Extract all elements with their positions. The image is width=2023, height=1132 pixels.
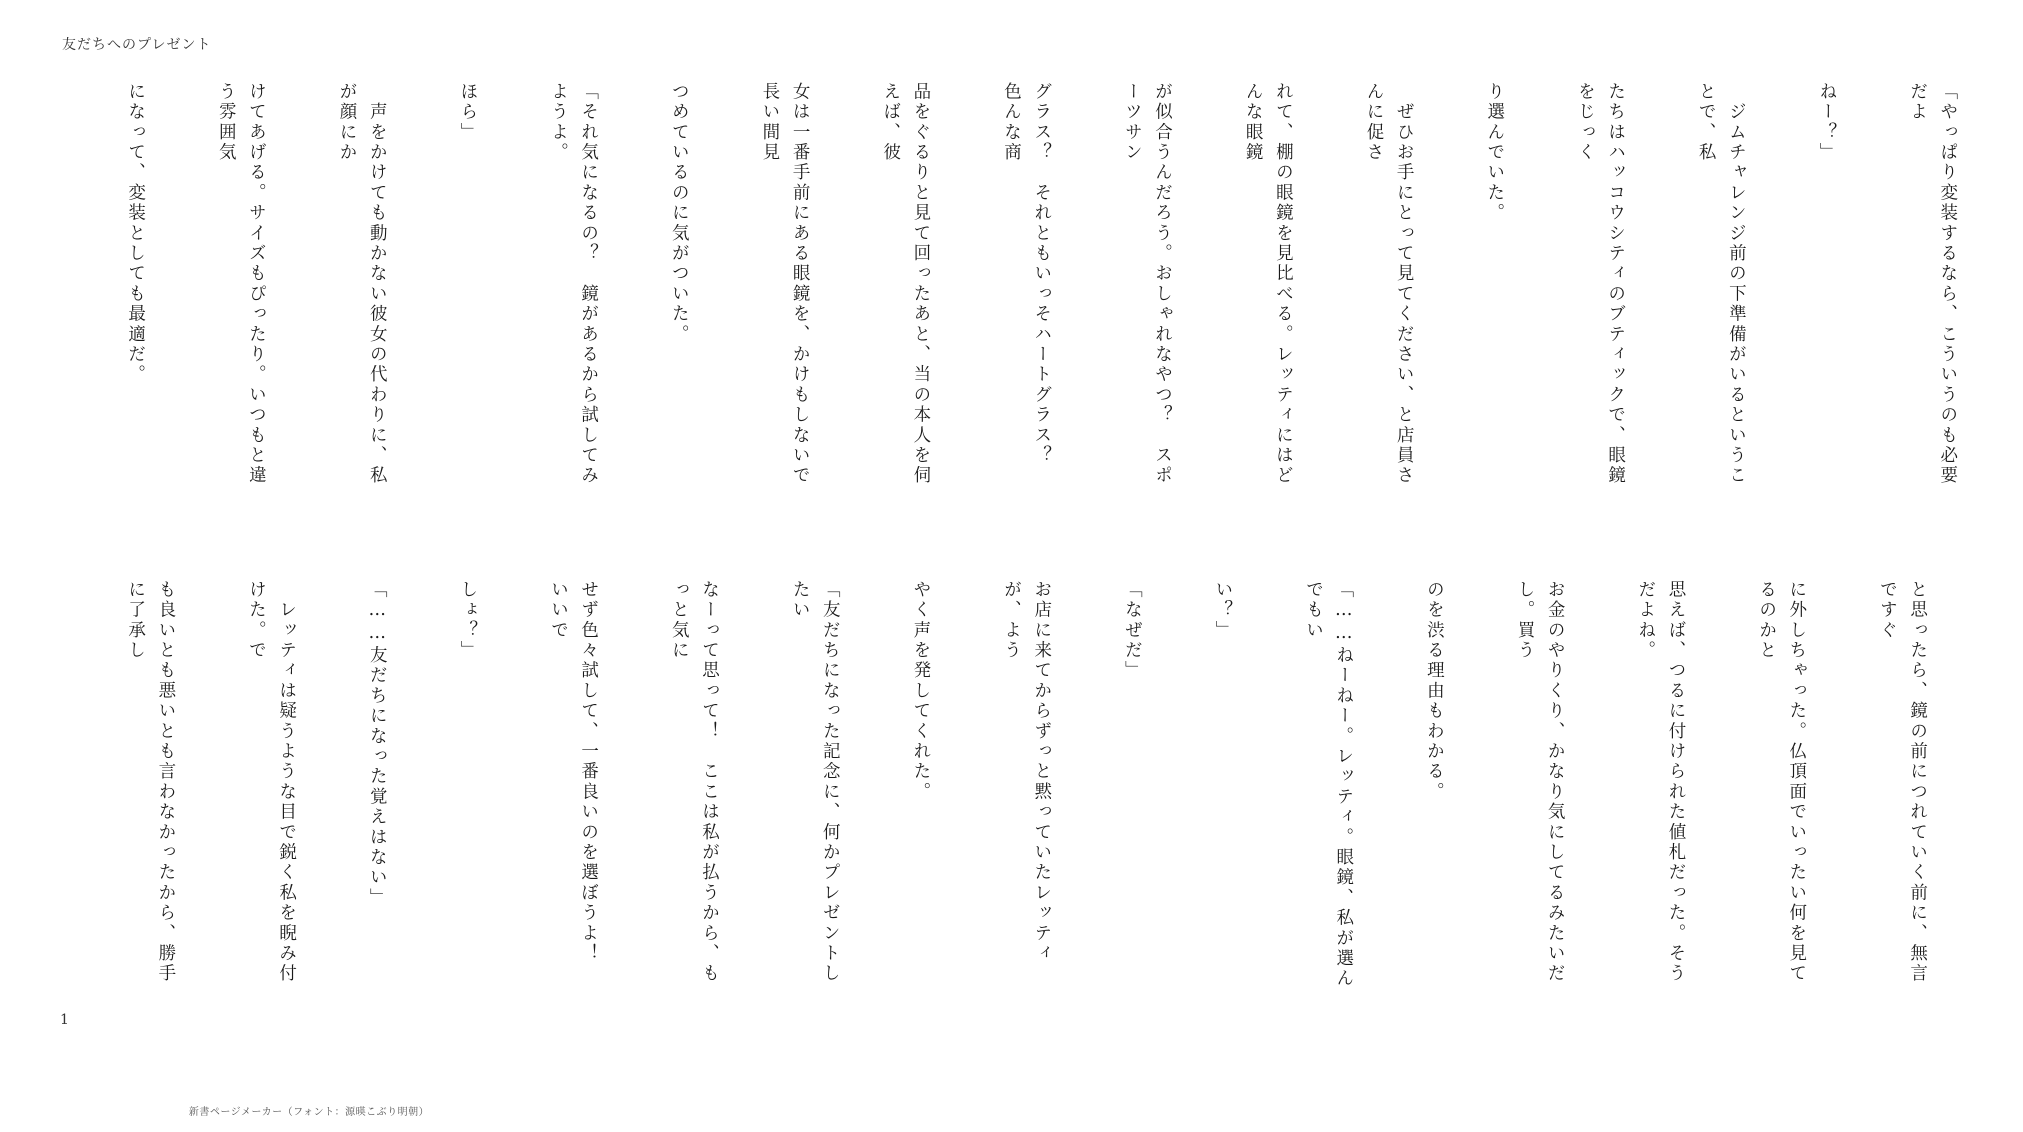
text-line: やく声を発してくれた。 [910, 580, 931, 803]
text-line: 声をかけても動かない彼女の代わりに、私が顔にか [337, 82, 388, 486]
text-line: 女は一番手前にある眼鏡を、かけもしないで長い間見 [759, 82, 811, 486]
text-line: い？」 [1212, 580, 1233, 641]
text-line: 思えば、つるに付けられた値札だった。そうだよね。 [1635, 580, 1686, 984]
text-line: レッティは疑うような目で鋭く私を睨み付けた。で [246, 580, 297, 985]
text-block-top [60, 82, 1958, 502]
text-line: お店に来てからずっと黙っていたレッティが、よう [1001, 580, 1052, 964]
text-line: に外しちゃった。仏頂面でいったい何を見てるのかと [1756, 580, 1807, 984]
text-line: 品をぐるりと見て回ったあと、当の本人を伺えば、彼 [880, 82, 931, 486]
text-line: 「友だちになった記念に、何かプレゼントしたい [790, 580, 841, 984]
text-line: になって、変装としても最適だ。 [125, 82, 146, 385]
text-line: が似合うんだろう。おしゃれなやつ？ スポーツサン [1122, 82, 1173, 486]
text-line: 「それ気になるの？ 鏡があるから試してみようよ。 [548, 82, 599, 486]
text-line: のを渋る理由もわかる。 [1424, 580, 1445, 803]
text-line: お金のやりくり、かなり気にしてるみたいだし。買う [1514, 580, 1566, 984]
text-line: けてあげる。サイズもぴったり。いつもと違う雰囲気 [216, 82, 267, 486]
text-line: ぜひお手にとって見てください、と店員さんに促さ [1363, 82, 1415, 486]
page-number: 1 [60, 1012, 69, 1028]
text-line: つめているのに気がついた。 [669, 82, 690, 345]
text-line: れて、棚の眼鏡を見比べる。レッティにはどんな眼鏡 [1243, 82, 1294, 486]
text-line: なーって思って！ ここは私が払うから、もっと気に [669, 580, 720, 984]
vertical-text-top [60, 82, 2023, 502]
footer-credit: 新書ページメーカー（フォント：源暎こぶり明朝） [188, 1107, 430, 1118]
text-line: 「……友だちになった覚えはない」 [367, 580, 388, 909]
text-line: も良いとも悪いとも言わなかったから、勝手に了承し [125, 580, 176, 984]
text-line: ジムチャレンジ前の下準備がいるということで、私 [1696, 82, 1747, 486]
text-line: り選んでいた。 [1484, 82, 1505, 224]
text-block-bottom [60, 580, 1928, 1000]
text-line: 「……ねーねー。レッティ。眼鏡、私が選んでもい [1303, 580, 1354, 989]
vertical-text-bottom [60, 580, 1993, 1000]
text-line: 「やっぱり変装するなら、こういうのも必要だよ [1907, 82, 1958, 486]
text-line: せず色々試して、一番良いのを選ぼうよ！ いいで [548, 580, 599, 985]
text-line: と思ったら、鏡の前につれていく前に、無言ですぐ [1877, 580, 1928, 984]
text-line: ねー？」 [1816, 82, 1837, 163]
text-line: グラス？ それともいっそハートグラス？ 色んな商 [1001, 82, 1052, 487]
text-line: たちはハッコウシティのブティックで、眼鏡をじっく [1575, 82, 1626, 486]
page-header-title: 友だちへのプレゼント [62, 37, 212, 53]
text-line: しょ？」 [457, 580, 478, 661]
text-line: 「なぜだ」 [1122, 580, 1143, 681]
text-line: ほら」 [457, 82, 478, 143]
